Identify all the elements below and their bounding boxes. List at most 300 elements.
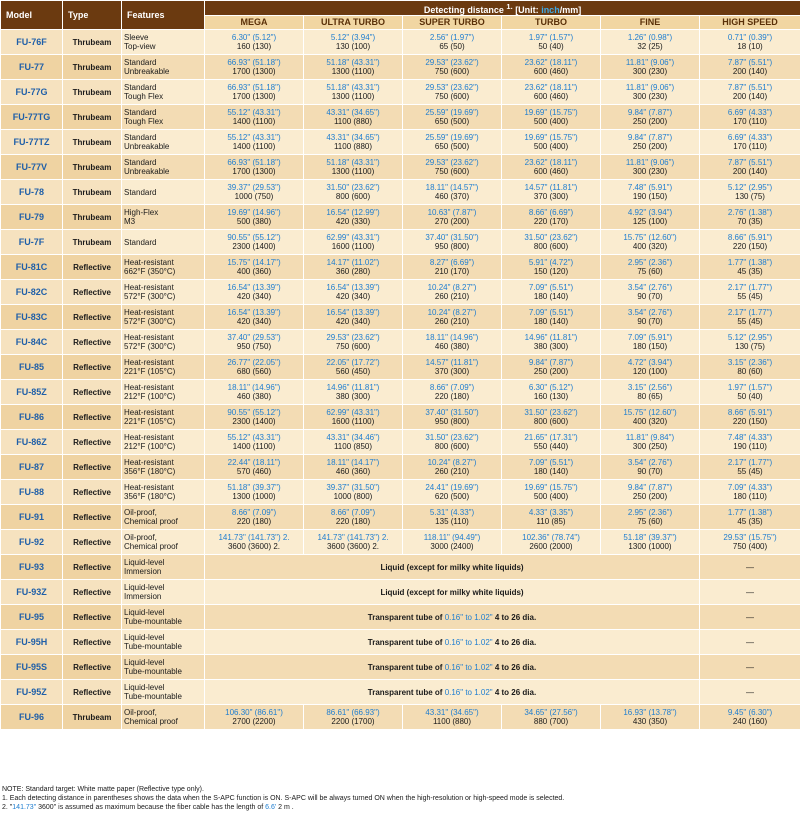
distance-cell <box>700 205 800 230</box>
distance-inch: 3.54" (2.76") <box>627 308 673 317</box>
feature-line: 221°F (105°C) <box>124 367 176 376</box>
distance-cell <box>601 405 700 430</box>
distance-cell <box>205 180 304 205</box>
distance-mm: 750 (600) <box>434 92 470 101</box>
features-cell <box>122 530 205 555</box>
table-row <box>1 605 800 630</box>
distance-mm: 220 (180) <box>434 392 470 401</box>
header-model: Model <box>1 1 63 30</box>
distance-cell <box>502 430 601 455</box>
table-row <box>1 105 800 130</box>
table-row <box>1 355 800 380</box>
distance-cell <box>601 105 700 130</box>
unit-close: /mm] <box>559 4 582 15</box>
tube-suffix: 4 to 26 dia. <box>492 662 537 672</box>
type-cell: Thrubeam <box>63 230 122 255</box>
table-row <box>1 230 800 255</box>
distance-mm: 300 (230) <box>632 167 668 176</box>
tube-range-inch: 0.16" to 1.02" <box>444 662 493 672</box>
distance-cell <box>205 480 304 505</box>
distance-mm: 460 (380) <box>434 342 470 351</box>
distance-mm: 90 (70) <box>637 467 663 476</box>
feature-line: Standard <box>124 83 157 92</box>
distance-mm: 90 (70) <box>637 292 663 301</box>
model-cell: FU-91 <box>1 505 63 530</box>
feature-line: Immersion <box>124 592 162 601</box>
model-cell: FU-96 <box>1 705 63 730</box>
distance-mm: 500 (400) <box>533 117 569 126</box>
type-cell: Reflective <box>63 280 122 305</box>
feature-line: 572°F (300°C) <box>124 342 176 351</box>
model-cell: FU-92 <box>1 530 63 555</box>
type-cell: Reflective <box>63 455 122 480</box>
distance-inch: 14.96" (11.81") <box>326 383 380 392</box>
distance-mm: 220 (150) <box>732 242 768 251</box>
distance-mm: 250 (200) <box>632 117 668 126</box>
distance-inch: 2.17" (1.77") <box>727 308 773 317</box>
detecting-label: Detecting distance <box>423 4 504 15</box>
distance-mm: 1000 (800) <box>333 492 373 501</box>
type-cell: Reflective <box>63 330 122 355</box>
distance-inch: 14.96" (11.81") <box>524 333 578 342</box>
distance-cell <box>601 455 700 480</box>
distance-inch: 6.69" (4.33") <box>727 133 773 142</box>
distance-cell <box>700 530 800 555</box>
distance-mm: 370 (300) <box>434 367 470 376</box>
distance-cell <box>700 355 800 380</box>
distance-cell <box>700 405 800 430</box>
table-row <box>1 680 800 705</box>
distance-inch: 11.81" (9.06") <box>625 58 675 67</box>
features-cell <box>122 280 205 305</box>
high-speed-cell: — <box>700 630 800 655</box>
distance-mm: 650 (500) <box>434 117 470 126</box>
distance-mm: 75 (60) <box>637 267 663 276</box>
distance-cell <box>304 130 403 155</box>
distance-mm: 260 (210) <box>434 292 470 301</box>
note-2 <box>0 803 800 812</box>
distance-mm: 430 (350) <box>632 717 668 726</box>
distance-cell <box>403 480 502 505</box>
distance-inch: 16.54" (13.39") <box>227 308 281 317</box>
distance-mm: 370 (300) <box>533 192 569 201</box>
distance-mm: 1600 (1100) <box>331 242 375 251</box>
distance-cell <box>403 380 502 405</box>
feature-line: Tube-mountable <box>124 642 182 651</box>
distance-inch: 66.93" (51.18") <box>227 58 281 67</box>
distance-cell <box>403 280 502 305</box>
distance-inch: 39.37" (29.53") <box>227 183 281 192</box>
distance-inch: 24.41" (19.69") <box>425 483 479 492</box>
distance-mm: 45 (35) <box>737 517 763 526</box>
features-cell <box>122 230 205 255</box>
distance-mm: 200 (140) <box>732 167 768 176</box>
distance-inch: 90.55" (55.12") <box>227 408 281 417</box>
features-cell <box>122 380 205 405</box>
distance-mm: 3000 (2400) <box>430 542 474 551</box>
feature-line: Oil-proof, <box>124 508 157 517</box>
tube-suffix: 4 to 26 dia. <box>492 612 537 622</box>
distance-inch: 29.53" (23.62") <box>425 158 479 167</box>
model-cell: FU-77TZ <box>1 130 63 155</box>
distance-mm: 880 (700) <box>533 717 569 726</box>
table-row <box>1 455 800 480</box>
header-features: Features <box>122 1 205 30</box>
distance-mm: 300 (230) <box>632 92 668 101</box>
type-cell: Reflective <box>63 305 122 330</box>
model-cell: FU-85Z <box>1 380 63 405</box>
features-cell <box>122 180 205 205</box>
model-cell: FU-7F <box>1 230 63 255</box>
distance-mm: 500 (380) <box>236 217 272 226</box>
model-cell: FU-88 <box>1 480 63 505</box>
distance-mm: 130 (100) <box>335 42 371 51</box>
distance-mm: 1400 (1100) <box>232 142 276 151</box>
distance-inch: 6.30" (5.12") <box>231 33 277 42</box>
distance-inch: 23.62" (18.11") <box>524 158 578 167</box>
feature-line: Liquid-level <box>124 608 165 617</box>
table-row <box>1 555 800 580</box>
distance-cell <box>403 155 502 180</box>
distance-inch: 11.81" (9.84") <box>625 433 675 442</box>
table-row <box>1 280 800 305</box>
distance-cell <box>403 530 502 555</box>
distance-inch: 2.17" (1.77") <box>727 458 773 467</box>
distance-inch: 31.50" (23.62") <box>524 408 578 417</box>
distance-inch: 5.91" (4.72") <box>528 258 574 267</box>
mode-header-mega: MEGA <box>205 16 304 30</box>
distance-cell <box>205 30 304 55</box>
mode-header-high-speed: HIGH SPEED <box>700 16 800 30</box>
distance-mm: 2200 (1700) <box>331 717 375 726</box>
type-cell: Reflective <box>63 430 122 455</box>
model-cell: FU-81C <box>1 255 63 280</box>
feature-line: 356°F (180°C) <box>124 467 176 476</box>
distance-inch: 10.24" (8.27") <box>427 458 477 467</box>
type-cell: Reflective <box>63 355 122 380</box>
distance-cell <box>601 230 700 255</box>
distance-inch: 7.87" (5.51") <box>727 83 773 92</box>
mode-header-fine: FINE <box>601 16 700 30</box>
tube-suffix: 4 to 26 dia. <box>492 637 537 647</box>
distance-mm: 45 (35) <box>737 267 763 276</box>
distance-cell <box>601 180 700 205</box>
distance-cell <box>304 255 403 280</box>
distance-inch: 15.75" (12.60") <box>623 233 677 242</box>
table-row <box>1 530 800 555</box>
distance-cell <box>304 205 403 230</box>
features-cell <box>122 155 205 180</box>
distance-mm: 2300 (1400) <box>232 242 276 251</box>
distance-inch: 2.76" (1.38") <box>727 208 773 217</box>
feature-line: Standard <box>124 58 157 67</box>
distance-mm: 130 (75) <box>735 342 765 351</box>
distance-inch: 43.31" (34.65") <box>326 133 380 142</box>
features-cell <box>122 455 205 480</box>
distance-mm: 1700 (1300) <box>232 92 276 101</box>
distance-cell <box>205 705 304 730</box>
feature-line: Chemical proof <box>124 542 178 551</box>
distance-cell <box>304 305 403 330</box>
distance-cell <box>502 230 601 255</box>
distance-inch: 86.61" (66.93") <box>326 708 380 717</box>
distance-cell <box>205 155 304 180</box>
distance-inch: 11.81" (9.06") <box>625 158 675 167</box>
model-cell: FU-77TG <box>1 105 63 130</box>
distance-mm: 55 (45) <box>737 292 763 301</box>
distance-cell <box>700 705 800 730</box>
distance-cell <box>403 30 502 55</box>
distance-mm: 180 (140) <box>533 467 569 476</box>
distance-mm: 250 (200) <box>533 367 569 376</box>
features-cell <box>122 605 205 630</box>
feature-line: Standard <box>124 108 157 117</box>
model-cell: FU-93Z <box>1 580 63 605</box>
note-1: 1. Each detecting distance in parentheses shows the data when the S-APC function is ON. S-APC will be always turned ON when the high-resolution or high-speed mode is selected. <box>2 795 565 802</box>
distance-inch: 55.12" (43.31") <box>227 433 281 442</box>
distance-cell <box>502 480 601 505</box>
model-cell: FU-85 <box>1 355 63 380</box>
distance-cell <box>700 55 800 80</box>
distance-mm: 55 (45) <box>737 317 763 326</box>
distance-cell <box>700 380 800 405</box>
distance-mm: 50 (40) <box>737 392 763 401</box>
features-cell <box>122 505 205 530</box>
spec-table-body <box>1 30 800 730</box>
distance-mm: 2700 (2200) <box>232 717 276 726</box>
distance-mm: 80 (65) <box>637 392 663 401</box>
distance-inch: 14.17" (11.02") <box>326 258 380 267</box>
distance-inch: 43.31" (34.65") <box>326 108 380 117</box>
model-cell: FU-93 <box>1 555 63 580</box>
feature-line: Liquid-level <box>124 633 165 642</box>
type-cell: Reflective <box>63 505 122 530</box>
distance-cell <box>700 280 800 305</box>
distance-inch: 106.30" (86.61") <box>225 708 283 717</box>
distance-inch: 14.57" (11.81") <box>524 183 578 192</box>
distance-mm: 600 (460) <box>533 67 569 76</box>
distance-cell <box>403 130 502 155</box>
type-cell: Thrubeam <box>63 130 122 155</box>
distance-inch: 16.54" (12.99") <box>326 208 380 217</box>
distance-mm: 460 (370) <box>434 192 470 201</box>
distance-mm: 75 (60) <box>637 517 663 526</box>
distance-cell <box>700 80 800 105</box>
distance-inch: 29.53" (23.62") <box>326 333 380 342</box>
model-cell: FU-77 <box>1 55 63 80</box>
distance-cell <box>205 230 304 255</box>
distance-cell <box>403 705 502 730</box>
distance-inch: 6.30" (5.12") <box>528 383 574 392</box>
table-row <box>1 180 800 205</box>
distance-cell <box>205 330 304 355</box>
distance-inch: 18.11" (14.57") <box>425 183 479 192</box>
features-cell <box>122 405 205 430</box>
distance-cell <box>700 30 800 55</box>
distance-inch: 8.66" (5.91") <box>727 233 773 242</box>
distance-inch: 66.93" (51.18") <box>227 158 281 167</box>
features-cell <box>122 655 205 680</box>
distance-inch: 37.40" (31.50") <box>425 233 479 242</box>
tube-spec-cell <box>205 680 700 705</box>
model-cell: FU-83C <box>1 305 63 330</box>
feature-line: Liquid-level <box>124 583 165 592</box>
features-cell <box>122 30 205 55</box>
distance-cell <box>601 355 700 380</box>
tube-prefix: Transparent tube of <box>367 662 445 672</box>
distance-mm: 360 (280) <box>335 267 371 276</box>
distance-inch: 22.05" (17.72") <box>326 358 380 367</box>
table-row <box>1 480 800 505</box>
distance-inch: 9.84" (7.87") <box>528 358 574 367</box>
header-type: Type <box>63 1 122 30</box>
distance-mm: 160 (130) <box>533 392 569 401</box>
model-cell: FU-95 <box>1 605 63 630</box>
type-cell: Thrubeam <box>63 55 122 80</box>
distance-inch: 9.84" (7.87") <box>627 108 673 117</box>
distance-inch: 29.53" (23.62") <box>425 58 479 67</box>
table-row <box>1 155 800 180</box>
high-speed-cell: — <box>700 555 800 580</box>
table-row <box>1 130 800 155</box>
distance-mm: 270 (200) <box>434 217 470 226</box>
features-cell <box>122 580 205 605</box>
distance-cell <box>601 30 700 55</box>
distance-mm: 150 (120) <box>533 267 569 276</box>
distance-inch: 9.45" (6.30") <box>727 708 773 717</box>
distance-inch: 19.69" (15.75") <box>524 108 578 117</box>
distance-mm: 120 (100) <box>632 367 668 376</box>
distance-cell <box>502 455 601 480</box>
distance-cell <box>601 430 700 455</box>
distance-cell <box>502 305 601 330</box>
model-cell: FU-95H <box>1 630 63 655</box>
distance-inch: 39.37" (31.50") <box>326 483 380 492</box>
distance-inch: 8.66" (6.69") <box>528 208 574 217</box>
type-cell: Reflective <box>63 480 122 505</box>
distance-mm: 180 (140) <box>533 317 569 326</box>
distance-mm: 250 (200) <box>632 492 668 501</box>
feature-line: Standard <box>124 187 157 197</box>
distance-cell <box>205 505 304 530</box>
feature-line: Liquid-level <box>124 658 165 667</box>
distance-cell <box>502 705 601 730</box>
distance-cell <box>304 230 403 255</box>
feature-line: High-Flex <box>124 208 159 217</box>
feature-line: Heat-resistant <box>124 383 174 392</box>
distance-cell <box>502 505 601 530</box>
type-cell: Reflective <box>63 380 122 405</box>
feature-line: Heat-resistant <box>124 283 174 292</box>
distance-cell <box>502 30 601 55</box>
liquid-spec-cell: Liquid (except for milky white liquids) <box>205 580 700 605</box>
features-cell <box>122 430 205 455</box>
distance-mm: 90 (70) <box>637 317 663 326</box>
features-cell <box>122 355 205 380</box>
distance-mm: 460 (380) <box>236 392 272 401</box>
model-cell: FU-95Z <box>1 680 63 705</box>
distance-cell <box>700 455 800 480</box>
distance-cell <box>502 105 601 130</box>
type-cell: Thrubeam <box>63 180 122 205</box>
distance-mm: 400 (320) <box>632 242 668 251</box>
table-row <box>1 255 800 280</box>
distance-cell <box>205 405 304 430</box>
distance-mm: 1100 (880) <box>333 117 373 126</box>
distance-inch: 31.50" (23.62") <box>524 233 578 242</box>
distance-mm: 1300 (1100) <box>331 92 375 101</box>
model-cell: FU-95S <box>1 655 63 680</box>
distance-inch: 7.09" (5.51") <box>528 458 574 467</box>
distance-inch: 9.84" (7.87") <box>627 483 673 492</box>
distance-cell <box>205 130 304 155</box>
distance-inch: 18.11" (14.96") <box>227 383 281 392</box>
distance-cell <box>502 405 601 430</box>
distance-mm: 1300 (1000) <box>232 492 276 501</box>
tube-spec-cell <box>205 655 700 680</box>
distance-cell <box>601 205 700 230</box>
distance-inch: 3.54" (2.76") <box>627 283 673 292</box>
distance-cell <box>403 80 502 105</box>
distance-cell <box>601 155 700 180</box>
note-2-length: 6.6' <box>265 804 277 811</box>
feature-line: Heat-resistant <box>124 458 174 467</box>
distance-inch: 22.44" (18.11") <box>227 458 281 467</box>
distance-cell <box>205 355 304 380</box>
distance-cell <box>502 330 601 355</box>
table-row <box>1 380 800 405</box>
distance-inch: 55.12" (43.31") <box>227 108 281 117</box>
features-cell <box>122 330 205 355</box>
feature-line: 662°F (350°C) <box>124 267 176 276</box>
distance-cell <box>304 155 403 180</box>
distance-cell <box>403 405 502 430</box>
distance-inch: 118.11" (94.49") <box>423 533 481 542</box>
table-row <box>1 55 800 80</box>
distance-cell <box>304 405 403 430</box>
distance-mm: 3600 (3600) 2. <box>227 542 281 551</box>
feature-line: Heat-resistant <box>124 333 174 342</box>
distance-mm: 1300 (1100) <box>331 67 375 76</box>
type-cell: Reflective <box>63 405 122 430</box>
feature-line: Tough Flex <box>124 92 164 101</box>
distance-cell <box>304 180 403 205</box>
feature-line: Tube-mountable <box>124 667 182 676</box>
distance-mm: 3600 (3600) 2. <box>326 542 380 551</box>
feature-line: Chemical proof <box>124 517 178 526</box>
features-cell <box>122 205 205 230</box>
distance-inch: 7.48" (5.91") <box>627 183 673 192</box>
distance-inch: 7.09" (5.51") <box>528 308 574 317</box>
distance-inch: 51.18" (43.31") <box>326 58 380 67</box>
distance-cell <box>205 530 304 555</box>
table-row <box>1 205 800 230</box>
distance-cell <box>205 455 304 480</box>
type-cell: Thrubeam <box>63 205 122 230</box>
distance-inch: 1.26" (0.98") <box>627 33 673 42</box>
header-detecting-distance <box>205 1 800 16</box>
distance-inch: 3.54" (2.76") <box>627 458 673 467</box>
type-cell: Reflective <box>63 555 122 580</box>
distance-cell <box>304 455 403 480</box>
distance-mm: 220 (180) <box>236 517 272 526</box>
distance-inch: 1.77" (1.38") <box>727 258 773 267</box>
distance-mm: 210 (170) <box>434 267 470 276</box>
tube-suffix: 4 to 26 dia. <box>492 687 537 697</box>
distance-inch: 141.73" (141.73") 2. <box>317 533 389 542</box>
feature-line: Standard <box>124 158 157 167</box>
distance-cell <box>205 55 304 80</box>
